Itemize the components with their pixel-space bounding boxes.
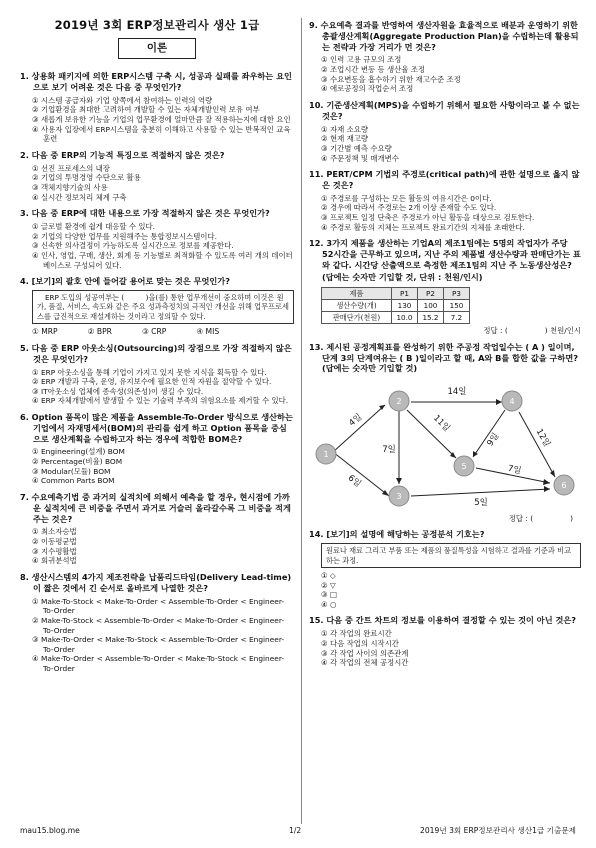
question-group-2 [20,343,294,674]
option: ③ 신속한 의사결정이 가능하도록 실시간으로 정보를 제공한다. [32,241,234,251]
question-text: 다음 중 ERP의 기능적 특징으로 적절하지 않은 것은? [31,149,225,160]
question-number: 10. [309,99,324,110]
table-header: P2 [418,287,444,299]
option: ① 인력 고용 규모의 조정 [321,55,402,65]
option: ③ 수요변동을 흡수하기 위한 재고수준 조정 [321,74,461,84]
option: ④ MIS [196,327,220,337]
network-diagram [309,377,581,515]
footer-site: mau15.blog.me [20,826,80,835]
question-15 [309,615,581,667]
edge-1-2 [333,405,385,452]
option: ② Make-To-Stock < Assemble-To-Order < Make-To-Order < Engineer-To-Order [32,615,285,635]
question-number: 7. [20,491,29,502]
question-1 [20,71,294,144]
option: ④ 사용자 입장에서 ERP시스템을 충분히 이해하고 사용할 수 있는 반복적인 교육훈련 [32,124,291,144]
option: ③ 객체지향기술의 사용 [32,183,108,193]
arrowhead [550,470,555,477]
question-number: 2. [20,149,29,160]
table-cell: 15.2 [418,312,444,324]
option-row [20,327,294,337]
option: ② 다음 작업의 시작시간 [321,638,399,648]
edge-label: 7일 [382,445,396,456]
table-header: P1 [392,287,418,299]
question-12 [309,238,581,335]
edge-label: 5일 [474,498,488,509]
option: ④ ○ [321,599,337,609]
table-cell: 100 [418,299,444,311]
table-row [322,299,470,311]
option: ④ 애로공정의 작업순서 조정 [321,84,414,94]
option: ③ 지수평활법 [32,546,77,556]
page-title: 2019년 3회 ERP정보관리사 생산 1급 [54,18,260,32]
table-cell: 150 [444,299,470,311]
production-table [321,287,470,325]
table-row [322,312,470,324]
table-cell: 130 [392,299,418,311]
option: ① 최소자승법 [32,527,77,537]
question-text: Option 품목이 많은 제품을 Assemble-To-Order 방식으로 생산하는 기업에서 자재명세서(BOM)의 관리를 쉽게 하고 Option 품목을 중심으로 생산계획을 수립하고자 하는 경우에 적합한 BOM은? [31,412,293,444]
question-number: 1. [20,71,29,82]
option: ① 자재 소요량 [321,124,369,134]
arrowhead [396,478,402,484]
question-7 [20,492,294,566]
question-text: 수요예측 결과를 반영하여 생산자원을 효율적으로 배분과 운영하기 위한 총괄생산계획(Aggregate Production Plan)을 수립하는데 활용되는 전략과 가장 거리가 먼 것은? [320,20,579,52]
footer-page-number: 1/2 [289,826,302,835]
table-header: P3 [444,287,470,299]
option: ② ERP 개발과 구축, 운영, 유지보수에 필요한 인적 자원을 절약할 수 있다. [32,377,272,387]
option: ④ 실시간 정보처리 체계 구축 [32,192,127,202]
question-number: 13. [309,341,324,352]
question-number: 5. [20,342,29,353]
option: ② 기업의 다양한 업무를 지원해주는 통합정보시스템이다. [32,231,217,241]
table-cell: 판매단가(천원) [322,312,392,324]
option: ③ CRP [141,327,167,337]
question-number: 9. [309,20,318,30]
option: ② 기업환경을 최대한 고려하여 개발할 수 있는 자체개발인력 보유 여부 [32,105,260,115]
edge-3-6 [411,489,550,496]
section-label: 이론 [118,38,196,59]
edge-2-5 [407,410,456,458]
question-number: 15. [309,615,324,626]
example-box: ERP 도입의 성공여부는 ( )을(를) 통한 업무개선이 중요하며 이것은 원가, 품질, 서비스, 속도와 같은 주요 성과측정치의 극적인 개선을 위해 업무프로세스를 급진적으로 재설계하는 것이라고 정의할 수 있다. [32,290,294,324]
option: ③ IT아웃소싱 업체에 종속성(의존성)이 생길 수 있다. [32,386,204,396]
edge-4-5 [473,410,505,457]
table-cell: 생산수량(개) [322,299,392,311]
question-text: 생산시스템의 4가지 제조전략을 납품리드타임(Delivery Lead-time)이 짧은 것에서 긴 순서로 올바르게 나열한 것은? [31,571,292,593]
question-2 [20,150,294,202]
question-text: 다음 중 ERP 아웃소싱(Outsourcing)의 장점으로 가장 적절하지 않은 것은 무엇인가? [31,342,292,364]
option: ② 이동평균법 [32,537,77,547]
option: ② ▽ [321,580,336,590]
question-6 [20,412,294,486]
left-column [20,18,294,680]
edge-label: 7일 [506,463,523,477]
table-header: 제품 [322,287,392,299]
question-text: 상용화 패키지에 의한 ERP시스템 구축 시, 성공과 실패를 좌우하는 요인으로 보기 어려운 것은 다음 중 무엇인가? [31,71,292,92]
question-text: 수요예측기법 중 과거의 실적치에 의해서 예측을 할 경우, 현시점에 가까운 실적치에 큰 비중을 주면서 과거로 거슬러 올라갈수록 그 비중을 적게 주는 것은? [31,491,291,524]
arrowhead [544,486,550,492]
table-cell: 7.2 [444,312,470,324]
question-group-1 [20,71,294,270]
table-cell: 10.0 [392,312,418,324]
arrowhead [496,399,502,405]
option: ② 현재 재고량 [321,134,369,144]
node-label: 2 [396,397,402,407]
question-number: 6. [20,412,29,422]
option: ① 주경로를 구성하는 모든 활동의 여유시간은 0이다. [321,193,492,203]
question-group-3 [309,20,581,232]
right-column [309,20,581,674]
question-9 [309,20,581,94]
question-8 [20,572,294,674]
option: ④ ERP 자체개발에서 발생할 수 있는 기술력 부족의 위험요소를 제거할 수 있다. [32,396,289,406]
option: ④ 회귀분석법 [32,556,77,566]
node-label: 6 [561,481,567,491]
option: ② Percentage(비율) BOM [32,457,123,467]
question-text: [보기]의 괄호 안에 들어갈 용어로 맞는 것은 무엇인가? [31,276,230,287]
question-number: 14. [309,529,324,540]
option: ① 시스템 공급자와 기업 양쪽에서 참여하는 인력의 역량 [32,95,213,105]
node-label: 3 [396,492,402,502]
question-text: 다음 중 ERP에 대한 내용으로 가장 적절하지 않은 것은 무엇인가? [31,208,270,219]
question-number: 12. [309,238,324,249]
example-box: 원료나 재료 그리고 부품 또는 제품의 품질특성을 시험하고 결과를 기준과 비교하는 과정. [321,543,581,568]
option: ① MRP [32,327,58,337]
question-10 [309,100,581,163]
option: ③ 각 작업 사이의 의존관계 [321,648,409,658]
question-5 [20,343,294,406]
question-number: 3. [20,208,29,219]
edge-label: 14일 [447,387,467,398]
arrowhead [543,479,550,485]
option: ② 기업의 투명경영 수단으로 활용 [32,173,141,183]
table-header-row [322,287,470,299]
edge-label: 6일 [345,473,363,490]
option: ① ERP 아웃소싱을 통해 기업이 가지고 있지 못한 지식을 획득할 수 있다. [32,367,267,377]
question-text: 다음 중 간트 차트의 정보를 이용하여 결정할 수 있는 것이 아닌 것은? [326,615,577,626]
edge-label: 9일 [485,431,502,449]
question-text: 기준생산계획(MPS)을 수립하기 위해서 필요한 사항이라고 볼 수 없는 것은? [322,99,580,121]
question-14 [309,529,581,609]
option: ③ 기간별 예측 수요량 [321,143,392,153]
option: ① 각 작업의 완료시간 [321,629,392,639]
question-13 [309,342,581,524]
question-note: (답에는 숫자만 기입할 것, 단위 : 천원/인시) [322,271,483,282]
question-text: PERT/CPM 기법의 주경로(critical path)에 관한 설명으로 옳지 않은 것은? [322,169,580,190]
question-4 [20,276,294,337]
question-number: 4. [20,276,29,287]
option: ③ 새롭게 보유한 기능을 기업의 업무환경에 얼마만큼 잘 적용하는지에 대한 요인 [32,115,291,125]
option: ④ Common Parts BOM [32,476,115,486]
question-3 [20,208,294,270]
question-number: 11. [309,169,324,180]
node-label: 4 [509,397,515,407]
option: ④ Make-To-Order < Assemble-To-Order < Make-To-Stock < Engineer-To-Order [32,654,285,673]
node-label: 1 [323,450,329,460]
edge-label: 11일 [431,413,452,435]
footer-exam-title: 2019년 3회 ERP정보관리사 생산1급 기출문제 [420,826,576,835]
option: ① Engineering(설계) BOM [32,447,125,457]
option: ③ Modular(모듈) BOM [32,466,111,476]
option: ① 선진 프로세스의 내장 [32,163,110,173]
edge-label: 4일 [347,412,365,429]
option: ② 경우에 따라서 주경로는 2개 이상 존재할 수도 있다. [321,203,497,213]
option: ③ Make-To-Order < Make-To-Stock < Assemble-To-Order < Engineer-To-Order [32,635,285,654]
option: ④ 주경로 활동의 지체는 프로젝트 완료기간의 지체를 초래한다. [321,222,525,232]
question-number: 8. [20,571,29,582]
column-divider [301,18,302,824]
option: ① ◇ [321,570,336,580]
question-text: [보기]의 설명에 해당하는 공정분석 기호는? [326,529,485,540]
option: ③ □ [321,590,337,600]
option: ① 글로벌 환경에 쉽게 대응할 수 있다. [32,222,156,232]
option: ② BPR [87,327,112,337]
node-label: 5 [461,462,467,472]
option: ④ 주문정책 및 매개변수 [321,153,399,163]
question-text: 3가지 제품을 생산하는 기업A의 제조1팀에는 5명의 작업자가 주당 52시간을 근무하고 있으며, 지난 주의 제품별 생산수량과 판매단가는 표와 같다. 시간당 산출액으로 측정한 제조1팀의 지난 주 노동생산성은? [322,238,581,270]
answer-blank: 정답 : ( ) [508,513,573,523]
answer-blank: 정답 : ( ) 천원/인시 [483,326,581,336]
option: ② 조업시간 변동 등 생산율 조정 [321,65,426,75]
option: ④ 인사, 영업, 구매, 생산, 회계 등 기능별로 최적화할 수 있도록 여러 개의 데이터베이스로 구성되어 있다. [32,250,293,270]
option: ③ 프로젝트 일정 단축은 주경로가 아닌 활동을 대상으로 검토한다. [321,213,535,223]
edge-1-3 [333,452,389,496]
option: ① Make-To-Stock < Make-To-Order < Assemble-To-Order < Engineer-To-Order [32,596,285,616]
question-text: 제시된 공정계획표를 완성하기 위한 주공정 작업일수는 ( A ) 일이며, 단계 3의 단계여유는 ( B )일이라고 할 때, A와 B를 합한 값을 구하면? (답에는 숫자만 기입할 것) [322,341,578,374]
option: ④ 각 작업의 전체 공정시간 [321,658,409,668]
edge-label: 12일 [533,427,552,449]
question-11 [309,169,581,232]
arrowhead [473,451,478,457]
